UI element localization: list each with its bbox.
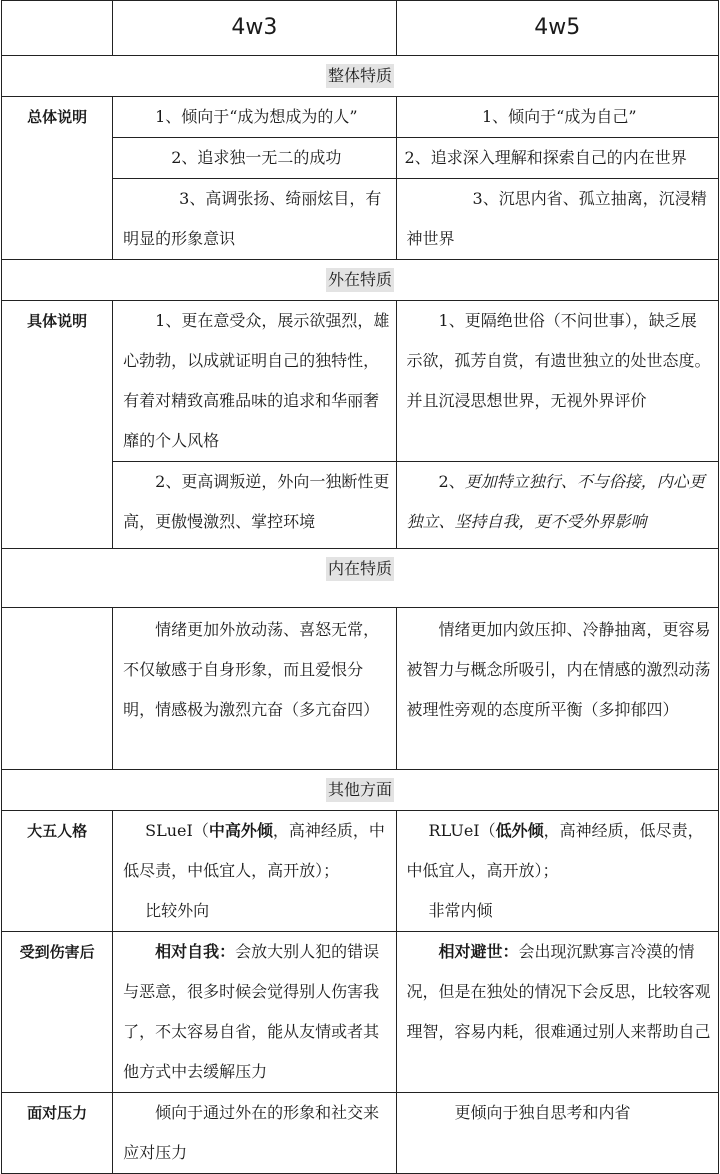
section-row-other: [2, 770, 719, 811]
bigfive-4w3-rest: ，高神经质，中低尽责，中低宜人，高开放）；: [123, 821, 385, 880]
section-row-external: [2, 260, 719, 301]
row-label-internal-empty: [2, 608, 113, 770]
bigfive-4w5-rest: ，高神经质，低尽责，中低宜人，高开放）；: [406, 821, 704, 880]
overview-4w3-3: 3、高调张扬、绮丽炫目，有明显的形象意识: [113, 179, 396, 260]
header-4w3: 4w3: [113, 1, 396, 56]
specific-4w5-1: 1、更隔绝世俗（不问世事），缺乏展示欲，孤芳自赏，有遗世独立的处世态度。并且沉浸思想世界，无视外界评价: [396, 301, 718, 462]
bigfive-row: [2, 811, 719, 932]
bigfive-4w5-code: RLUeI（: [428, 821, 496, 840]
section-row-internal: [2, 549, 719, 608]
overview-4w5-1: 1、倾向于“成为自己”: [396, 97, 718, 138]
bigfive-4w5: [396, 811, 718, 932]
section-title-external: 外在特质: [326, 268, 394, 292]
specific-4w3-2: 2、更高调叛逆，外向一独断性更高，更傲慢激烈、掌控环境: [113, 462, 396, 549]
row-label-overview: 总体说明: [2, 97, 113, 260]
pressure-4w3: 倾向于通过外在的形象和社交来应对压力: [113, 1093, 396, 1174]
bigfive-4w5-note: 非常内倾: [428, 901, 493, 920]
overview-4w3-1: 1、倾向于“成为想成为的人”: [113, 97, 396, 138]
specific-4w3-1: 1、更在意受众，展示欲强烈，雄心勃勃，以成就证明自己的独特性，有着对精致高雅品味的追求和华丽奢靡的个人风格: [113, 301, 396, 462]
bigfive-4w3-bold: 中高外倾: [208, 821, 273, 840]
hurt-4w5-bold: 相对避世：: [438, 942, 519, 961]
internal-row: [2, 608, 719, 770]
row-label-specific: 具体说明: [2, 301, 113, 549]
row-label-hurt: 受到伤害后: [2, 932, 113, 1093]
header-corner-cell: [2, 1, 113, 56]
section-title-other: 其他方面: [326, 778, 394, 802]
hurt-4w3-bold: 相对自我：: [155, 942, 236, 961]
pressure-row: [2, 1093, 719, 1174]
bigfive-4w3-code: SLueI（: [145, 821, 209, 840]
pressure-4w5: 更倾向于独自思考和内省: [396, 1093, 718, 1174]
bigfive-4w3-note: 比较外向: [145, 901, 210, 920]
specific-4w5-2-italic: 更加特立独行、不与俗接，内心更独立、坚持自我，更不受外界影响: [406, 472, 705, 531]
bigfive-4w5-bold: 低外倾: [495, 821, 544, 840]
row-label-bigfive: 大五人格: [2, 811, 113, 932]
header-4w5: 4w5: [396, 1, 718, 56]
section-row-overall: [2, 56, 719, 97]
hurt-4w5-rest: 会出现沉默寡言冷漠的情况，但是在独处的情况下会反思，比较客观理智，容易内耗，很难通过别人来帮助自己: [406, 942, 711, 1041]
row-label-pressure: 面对压力: [2, 1093, 113, 1174]
hurt-4w3: [113, 932, 396, 1093]
specific-4w5-2: [396, 462, 718, 549]
specific-4w5-2-number: 2、: [438, 472, 465, 491]
internal-4w5: 情绪更加内敛压抑、冷静抽离，更容易被智力与概念所吸引，内在情感的激烈动荡被理性旁观的态度所平衡（多抑郁四）: [396, 608, 718, 770]
overview-4w5-3: 3、沉思内省、孤立抽离，沉浸精神世界: [396, 179, 718, 260]
comparison-table: [1, 0, 719, 1174]
section-title-overall: 整体特质: [326, 64, 394, 88]
hurt-row: [2, 932, 719, 1093]
header-row: [2, 1, 719, 56]
overview-4w5-2: 2、追求深入理解和探索自己的内在世界: [396, 138, 718, 179]
hurt-4w3-rest: 会放大别人犯的错误与恶意，很多时候会觉得别人伤害我了，不太容易自省，能从友情或者其他方式中去缓解压力: [123, 942, 380, 1081]
internal-4w3: 情绪更加外放动荡、喜怒无常，不仅敏感于自身形象，而且爱恨分明，情感极为激烈亢奋（多亢奋四）: [113, 608, 396, 770]
overview-row-1: [2, 97, 719, 138]
specific-row-1: [2, 301, 719, 462]
section-title-internal: 内在特质: [326, 557, 394, 581]
hurt-4w5: [396, 932, 718, 1093]
overview-4w3-2: 2、追求独一无二的成功: [113, 138, 396, 179]
bigfive-4w3: [113, 811, 396, 932]
